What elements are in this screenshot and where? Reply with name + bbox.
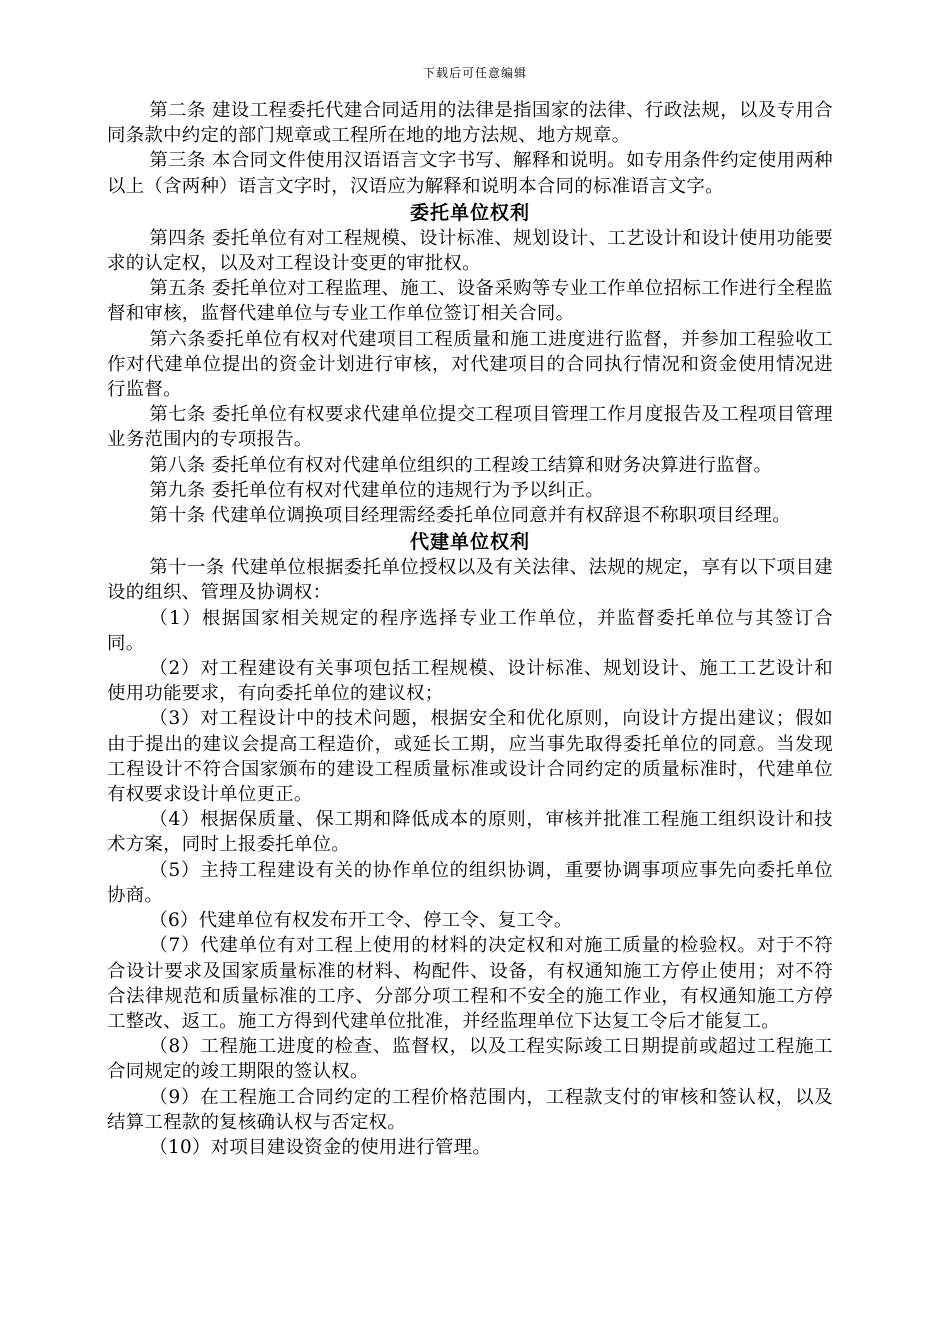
article-2: 第二条 建设工程委托代建合同适用的法律是指国家的法律、行政法规，以及专用合同条款中约定的部门规章或工程所在地的地方法规、地方规章。 [107,100,833,147]
page-header: 下载后可任意编辑 [422,66,527,80]
article-9: 第九条 委托单位有权对代建单位的违规行为予以纠正。 [149,479,605,501]
document-body [107,98,833,1160]
article-5: 第五条 委托单位对工程监理、施工、设备采购等专业工作单位招标工作进行全程监督和审核，监督代建单位与专业工作单位签订相关合同。 [107,278,833,325]
list-item-6: （6）代建单位有权发布开工令、停工令、复工令。 [149,910,573,932]
article-8: 第八条 委托单位有权对代建单位组织的工程竣工结算和财务决算进行监督。 [149,454,773,476]
list-item-5: （5）主持工程建设有关的协作单位的组织协调，重要协调事项应事先向委托单位协商。 [107,859,833,906]
article-4: 第四条 委托单位有对工程规模、设计标准、规划设计、工艺设计和设计使用功能要求的认定权，以及对工程设计变更的审批权。 [107,227,833,275]
list-item-4: （4）根据保质量、保工期和降低成本的原则，审核并批准工程施工组织设计和技术方案，同时上报委托单位。 [107,809,833,856]
list-item-1: （1）根据国家相关规定的程序选择专业工作单位，并监督委托单位与其签订合同。 [107,607,833,654]
list-item-2: （2）对工程建设有关事项包括工程规模、设计标准、规划设计、施工工艺设计和使用功能要求，有向委托单位的建议权； [107,658,833,705]
section-heading-client-rights: 委托单位权利 [409,201,530,224]
section-heading-agent-rights: 代建单位权利 [409,531,530,554]
article-6: 第六条委托单位有权对代建项目工程质量和施工进度进行监督，并参加工程验收工作对代建单位提出的资金计划进行审核，对代建项目的合同执行情况和资金使用情况进行监督。 [107,328,833,401]
list-item-3: （3）对工程设计中的技术问题，根据安全和优化原则，向设计方提出建议；假如由于提出的建议会提高工程造价，或延长工期，应当事先取得委托单位的同意。当发现工程设计不符合国家颁布的建设工程质量标准或设计合同约定的质量标准时，代建单位有权要求设计单位更正。 [107,708,833,806]
list-item-9: （9）在工程施工合同约定的工程价格范围内，工程款支付的审核和签认权，以及结算工程款的复核确认权与否定权。 [107,1086,833,1133]
article-3: 第三条 本合同文件使用汉语语言文字书写、解释和说明。如专用条件约定使用两种以上（含两种）语言文字时，汉语应为解释和说明本合同的标准语言文字。 [107,150,833,197]
list-item-7: （7）代建单位有对工程上使用的材料的决定权和对施工质量的检验权。对于不符合设计要求及国家质量标准的材料、构配件、设备，有权通知施工方停止使用；对不符合法律规范和质量标准的工序、分部分项工程和不安全的施工作业，有权通知施工方停工整改、返工。施工方得到代建单位批准，并经监理单位下达复工令后才能复工。 [107,935,833,1032]
list-item-10: （10）对项目建设资金的使用进行管理。 [149,1136,492,1158]
article-11: 第十一条 代建单位根据委托单位授权以及有关法律、法规的规定，享有以下项目建设的组织、管理及协调权： [107,557,833,604]
list-item-8: （8）工程施工进度的检查、监督权，以及工程实际竣工日期提前或超过工程施工合同规定的竣工期限的签认权。 [107,1036,833,1083]
article-10: 第十条 代建单位调换项目经理需经委托单位同意并有权辞退不称职项目经理。 [149,505,791,527]
article-7: 第七条 委托单位有权要求代建单位提交工程项目管理工作月度报告及工程项目管理业务范围内的专项报告。 [107,404,833,451]
